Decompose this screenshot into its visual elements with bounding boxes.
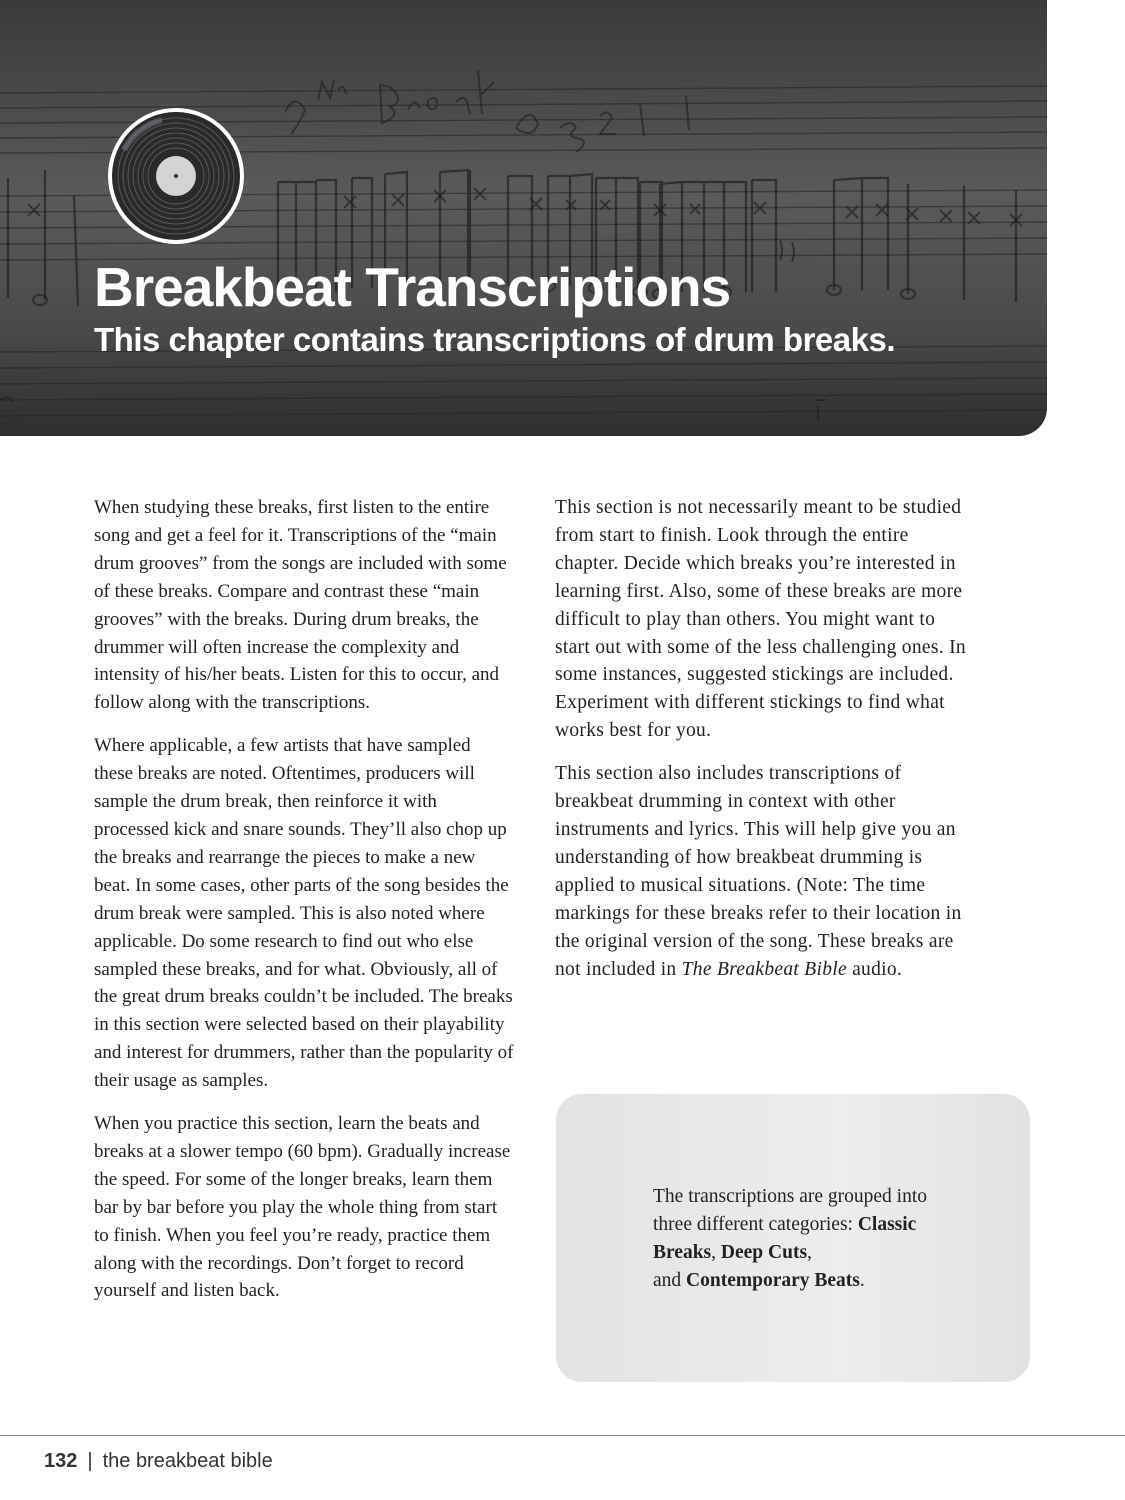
page-number: 132	[44, 1450, 78, 1472]
category-contemporary-beats: Contemporary Beats	[686, 1270, 860, 1291]
paragraph-text: This section also includes transcriptions of breakbeat drumming in context with other instruments and lyrics. This will help give you an understanding of how breakbeat drumming is applied to musical situations. (Note: The time markings for these breaks refer to their location in the original version of the song. These breaks are not included in	[555, 763, 962, 980]
separator: ,	[807, 1242, 812, 1263]
chapter-header	[0, 0, 1047, 436]
running-title: the breakbeat bible	[102, 1450, 273, 1472]
callout-text: The transcriptions are grouped into three different categories: Classic Breaks, Deep Cuts, and Contemporary Beats.	[653, 1186, 927, 1291]
paragraph-text: audio.	[846, 958, 903, 980]
callout-intro: The transcriptions are grouped into three different categories:	[653, 1186, 927, 1235]
book-title: The Breakbeat Bible	[681, 958, 847, 980]
category-deep-cuts: Deep Cuts	[720, 1242, 808, 1263]
separator: ,	[711, 1242, 721, 1263]
paragraph: When you practice this section, learn the beats and breaks at a slower tempo (60 bpm). Gradually increase the speed. For some of the longer breaks, learn them bar by bar before you play the whole thing from start to finish. When you feel you’re ready, practice them along with the recordings. Don’t forget to record yourself and listen back.	[94, 1113, 511, 1302]
footer-separator: |	[87, 1450, 93, 1472]
paragraph: Where applicable, a few artists that have sampled these breaks are noted. Oftentimes, producers will sample the drum break, then reinforce it with processed kick and snare sounds. They’ll also chop up the breaks and rearrange the pieces to make a new beat. In some cases, other parts of the song besides the drum break were sampled. This is also noted where applicable. Do some research to find out who else sampled these breaks, and for what. Obviously, all of the great drum breaks couldn’t be included. The breaks in this section were selected based on their playability and interest for drummers, rather than the popularity of their usage as samples.	[94, 735, 514, 1092]
chapter-subtitle: This chapter contains transcriptions of drum breaks.	[94, 321, 896, 358]
categories-callout	[556, 1094, 1030, 1382]
vinyl-record-icon	[106, 106, 246, 246]
chapter-title: Breakbeat Transcriptions	[94, 256, 731, 318]
category-classic-breaks: Classic Breaks	[653, 1214, 917, 1263]
paragraph: This section is not necessarily meant to be studied from start to finish. Look through the entire chapter. Decide which breaks you’re interested in learning first. Also, some of these breaks are more difficult to play than others. You might want to start out with some of the less challenging ones. In some instances, suggested stickings are included. Experiment with different stickings to find what works best for you.	[555, 497, 966, 742]
paragraph	[555, 760, 975, 983]
page-footer	[44, 1450, 273, 1473]
right-column	[555, 494, 975, 998]
period: .	[859, 1270, 865, 1291]
paragraph: When studying these breaks, first listen to the entire song and get a feel for it. Transcriptions of the “main drum grooves” from the songs are included with some of these breaks. Compare and contrast these “main grooves” with the breaks. During drum breaks, the drummer will often increase the complexity and intensity of his/her beats. Listen for this to occur, and follow along with the transcriptions.	[94, 497, 507, 714]
footer-divider	[0, 1435, 1125, 1436]
left-column	[94, 494, 514, 1320]
